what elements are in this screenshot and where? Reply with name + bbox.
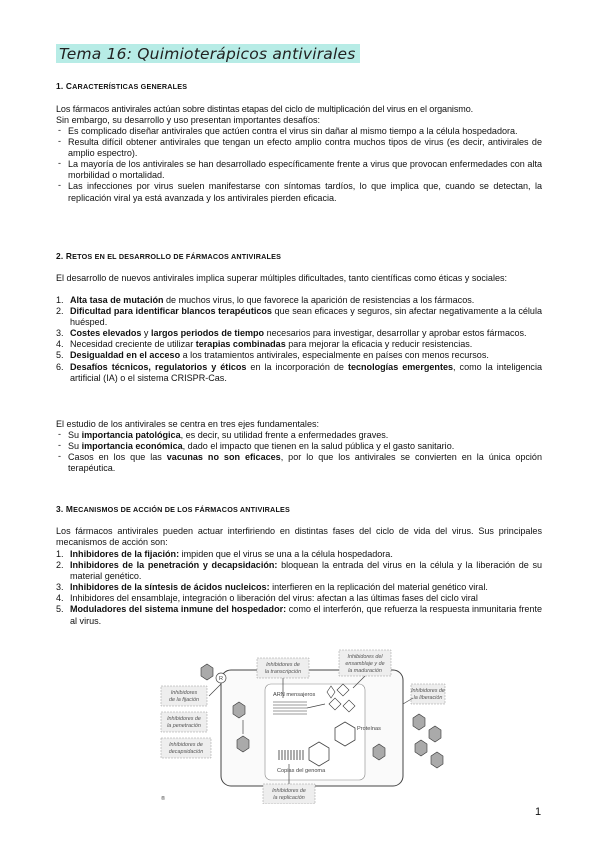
list-item: [56, 306, 542, 328]
section-1-challenges-list: [56, 126, 542, 204]
list-item: - La mayoría de los antivirales se han desarrollado específicamente frente a virus que provocan enfermedades con alta morbilidad o mortalidad.: [56, 159, 542, 181]
item-bold: Inhibidores de la fijación:: [70, 549, 180, 559]
item-text: Inhibidores del ensamblaje, integración o liberación del virus: afectan a las últimas fases del ciclo viral: [70, 593, 478, 604]
receptor-label: R: [218, 676, 224, 682]
item-number: 2.: [56, 306, 64, 317]
item-text: bloquean la entrada del virus en la célula y la liberación de su material genético.: [70, 560, 543, 582]
item-number: 1.: [56, 549, 64, 559]
section-1-number: 1.: [56, 81, 66, 91]
diagram-svg: [157, 648, 447, 804]
label-line: de la fijación: [169, 697, 199, 703]
item-number: 3.: [56, 328, 64, 339]
item-bold: importancia económica: [81, 441, 183, 452]
item-text: , por lo que los antivirales se convierten en la única opción terapéutica.: [68, 452, 542, 474]
item-text: Su: [68, 441, 82, 452]
list-item: [56, 441, 542, 452]
item-bold: Inhibidores de la síntesis de ácidos nucleicos:: [70, 582, 270, 593]
item-text: Necesidad creciente de utilizar: [70, 339, 196, 350]
item-text: y: [141, 328, 151, 339]
section-3-initial: M: [65, 504, 74, 514]
list-item: [56, 593, 542, 604]
label-line: decapsidación: [168, 749, 204, 755]
item-number: 4.: [56, 593, 64, 604]
item-bold: importancia patológica: [81, 430, 181, 440]
list-item: - Resulta difícil obtener antivirales que tengan un efecto amplio contra muchos tipos de virus (es decir, antivirales de amplio espectro).: [56, 137, 542, 159]
label-assembly-inhibitors: [339, 650, 391, 676]
item-text: a los tratamientos antivirales, especialmente en países con menos recursos.: [180, 350, 489, 361]
list-item: [56, 328, 542, 339]
label-line: Inhibidores de: [167, 716, 201, 722]
section-2-heading: [56, 251, 281, 261]
list-item: - Es complicado diseñar antivirales que actúen contra el virus sin dañar al mismo tiempo a la célula hospedadora.: [56, 126, 542, 137]
item-text: , es decir, su utilidad frente a enfermedades graves.: [180, 430, 389, 440]
list-item: [56, 560, 542, 582]
label-replication-inhibitors: [263, 784, 315, 804]
label-line: la liberación: [413, 695, 443, 701]
label-line: la penetración: [167, 723, 201, 729]
list-item: [56, 549, 542, 560]
item-text: para mejorar la eficacia y reducir resistencias.: [285, 339, 473, 350]
list-item: [56, 430, 542, 441]
label-line: Inhibidores de: [266, 662, 300, 668]
label-release-inhibitors: [411, 684, 445, 704]
label-uncoating-inhibitors: [161, 738, 211, 758]
item-bold: Costes elevados: [70, 328, 142, 339]
item-number: 1.: [56, 295, 64, 305]
item-bold: tecnologías emergentes: [347, 361, 454, 372]
item-text: Casos en los que las: [68, 452, 167, 463]
item-bold: Moduladores del sistema inmune del hospedador:: [70, 604, 287, 615]
item-number: 4.: [56, 339, 64, 350]
label-attachment-inhibitors: [161, 686, 207, 706]
item-number: 6.: [56, 361, 64, 372]
section-1-intro-line-1: Los fármacos antivirales actúan sobre distintas etapas del ciclo de multiplicación del virus en el organismo.: [56, 104, 474, 114]
section-2-initial: R: [65, 251, 73, 261]
label-line: Inhibidores de: [411, 688, 445, 694]
page-number: 1: [535, 806, 542, 818]
page-title: Tema 16: Quimioterápicos antivirales: [56, 44, 360, 63]
item-bold: vacunas no son eficaces: [166, 452, 281, 463]
section-3-number: 3.: [56, 504, 66, 514]
item-bold: terapias combinadas: [195, 339, 286, 350]
list-item: [56, 582, 542, 593]
section-2-challenges-list: [56, 295, 542, 384]
section-3-mechanisms-list: [56, 549, 542, 627]
label-line: la transcripción: [264, 669, 302, 675]
item-text: que sean eficaces y seguros, sin afectar negativamente a la célula huésped.: [70, 306, 542, 328]
list-item: [56, 452, 542, 474]
section-1-title: ARACTERÍSTICAS GENERALES: [72, 82, 188, 91]
genome-copies-label: Copias del genoma: [277, 768, 326, 774]
list-item: [56, 339, 542, 350]
item-text: , dado el impacto que tienen en la salud pública y el gasto sanitario.: [182, 441, 455, 452]
section-1-intro: [56, 104, 542, 126]
item-bold: Dificultad para identificar blancos terapéuticos: [70, 306, 272, 317]
item-number: 5.: [56, 604, 64, 615]
label-line: Inhibidores de: [272, 788, 306, 794]
item-text: de muchos virus, lo que favorece la aparición de resistencias a los fármacos.: [163, 295, 475, 305]
label-line: la maduración: [348, 668, 382, 674]
list-item: [56, 604, 542, 626]
item-number: 2.: [56, 560, 64, 571]
list-item: - Las infecciones por virus suelen manifestarse con síntomas tardíos, lo que implica que, cuando se detectan, la replicación viral ya está avanzada y los antivirales pierden eficacia.: [56, 181, 542, 203]
item-bold: Desafíos técnicos, regulatorios y éticos: [70, 361, 247, 372]
section-2-number: 2.: [56, 251, 66, 261]
section-3-title: ECANISMOS DE ACCIÓN DE LOS FÁRMACOS ANTIVIRALES: [73, 505, 291, 514]
label-line: Inhibidores de: [169, 742, 203, 748]
section-1-initial: C: [65, 81, 73, 91]
section-1-intro-line-2: Sin embargo, su desarrollo y uso presentan importantes desafíos:: [56, 115, 321, 126]
item-text: impiden que el virus se una a la célula hospedadora.: [179, 549, 393, 559]
item-text: como el interferón, que refuerza la respuesta inmunitaria frente al virus.: [70, 604, 542, 626]
item-text: en la incorporación de: [246, 361, 348, 372]
list-item: [56, 295, 542, 306]
section-2-axes-intro: El estudio de los antivirales se centra en tres ejes fundamentales:: [56, 419, 320, 429]
item-bold: Alta tasa de mutación: [70, 295, 164, 305]
item-text: interfieren en la replicación del material genético viral.: [269, 582, 488, 593]
section-2-axes-list: [56, 430, 542, 474]
section-2-title: ETOS EN EL DESARROLLO DE FÁRMACOS ANTIVIRALES: [72, 252, 282, 261]
mrna-label: ARN mensajeros: [273, 692, 316, 698]
label-line: Inhibidores del: [347, 654, 383, 660]
label-line: ensamblaje y de: [345, 661, 385, 667]
item-bold: largos periodos de tiempo: [150, 328, 265, 339]
section-3-intro: Los fármacos antivirales pueden actuar interfiriendo en distintas fases del ciclo de vida del virus. Sus principales mecanismos de acción son:: [56, 526, 542, 548]
antiviral-mechanisms-diagram: [157, 648, 447, 804]
item-number: 3.: [56, 582, 64, 593]
label-line: Inhibidores: [170, 690, 198, 696]
section-3-heading: [56, 504, 290, 514]
item-text: necesarios para investigar, desarrollar y aprobar estos fármacos.: [264, 328, 527, 339]
copyright-mark: ®: [161, 796, 166, 802]
title-highlight: [56, 44, 360, 64]
label-penetration-inhibitors: [161, 712, 207, 732]
label-transcription-inhibitors: [257, 658, 309, 678]
item-text: Su: [68, 430, 82, 440]
proteins-label: Proteínas: [357, 726, 381, 732]
item-bold: Desigualdad en el acceso: [70, 350, 181, 361]
item-number: 5.: [56, 350, 64, 361]
label-line: la replicación: [273, 795, 305, 801]
section-1-heading: [56, 81, 187, 91]
section-2-intro: El desarrollo de nuevos antivirales implica superar múltiples dificultades, tanto científicas como éticas y sociales:: [56, 273, 508, 283]
item-text: , como la inteligencia artificial (IA) o el sistema CRISPR-Cas.: [70, 361, 542, 383]
item-bold: Inhibidores de la penetración y decapsidación:: [70, 560, 278, 571]
list-item: [56, 362, 542, 384]
list-item: [56, 350, 542, 361]
